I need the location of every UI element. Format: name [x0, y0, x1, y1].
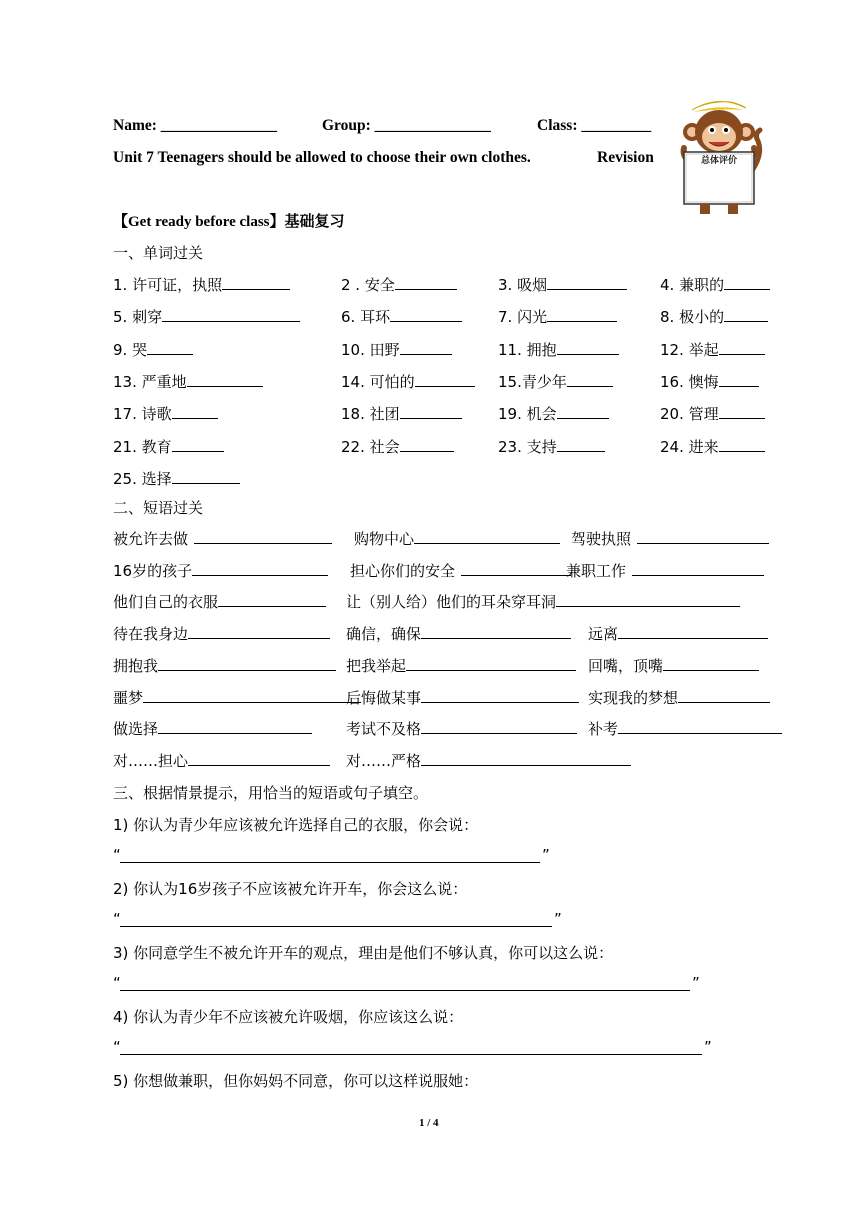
vocab-item [113, 371, 263, 392]
vocab-label: 3. 吸烟 [498, 276, 548, 294]
phrase-label: 远离 [588, 625, 619, 644]
vocab-item [113, 403, 218, 424]
phrase-label: 拥抱我 [113, 656, 159, 675]
phrase-label: 补考 [588, 720, 619, 739]
phrase-label: 确信，确保 [346, 625, 422, 644]
phrase-label: 噩梦 [113, 688, 144, 707]
open-quote: “ [113, 1038, 121, 1056]
vocab-item [341, 436, 454, 457]
section-heading: 【Get ready before class】基础复习 [113, 214, 345, 230]
answer-blank[interactable] [556, 592, 740, 607]
open-quote: “ [113, 846, 121, 864]
answer-blank[interactable] [400, 340, 452, 355]
answer-blank[interactable] [547, 275, 627, 290]
group-field[interactable]: Group: _______________ [322, 117, 491, 134]
answer-blank[interactable] [172, 404, 218, 419]
answer-blank[interactable] [719, 340, 765, 355]
vocab-item [113, 306, 300, 327]
phrase-item [588, 718, 782, 739]
phrase-item [113, 687, 361, 708]
phrase-label: 让（别人给）他们的耳朵穿耳洞 [346, 593, 557, 612]
answer-blank[interactable] [719, 372, 759, 387]
answer-blank[interactable] [222, 275, 290, 290]
answer-blank[interactable] [724, 275, 770, 290]
answer-blank[interactable] [400, 404, 462, 419]
vocab-item [660, 306, 768, 327]
vocab-label: 19. 机会 [498, 405, 557, 424]
vocab-item [113, 436, 224, 457]
answer-blank[interactable] [414, 529, 560, 544]
answer-blank[interactable] [557, 340, 619, 355]
situation-prompt: 4) 你认为青少年不应该被允许吸烟，你应该这么说： [113, 1008, 464, 1026]
answer-blank[interactable] [194, 529, 332, 544]
answer-blank[interactable] [557, 437, 605, 452]
vocab-label: 5. 刺穿 [113, 308, 163, 327]
vocab-item [498, 403, 609, 424]
vocab-label: 24. 进来 [660, 437, 719, 456]
vocab-item [113, 339, 193, 360]
phrase-label: 考试不及格 [346, 720, 422, 739]
phrase-item [588, 623, 768, 644]
phrase-item [346, 687, 579, 708]
vocab-label: 6. 耳环 [341, 308, 391, 327]
revision-label: Revision [597, 149, 654, 166]
phrase-item [346, 655, 576, 676]
vocab-label: 2 . 安全 [341, 276, 395, 294]
answer-blank[interactable] [158, 656, 336, 671]
vocab-item [660, 371, 759, 392]
vocab-label: 8. 极小的 [660, 308, 725, 327]
close-quote: ” [542, 846, 550, 864]
phrase-item [113, 655, 336, 676]
phrase-item [113, 591, 326, 612]
phrase-item [113, 623, 330, 644]
answer-blank[interactable] [406, 656, 576, 671]
vocab-label: 11. 拥抱 [498, 340, 557, 359]
page-number: 1 / 4 [419, 1117, 439, 1129]
answer-blank[interactable] [395, 275, 457, 290]
answer-blank[interactable] [218, 592, 326, 607]
vocab-label: 10. 田野 [341, 340, 400, 359]
phrase-item [346, 591, 740, 612]
phrase-label: 16岁的孩子 [113, 561, 193, 580]
phrase-item [113, 750, 330, 771]
vocab-item [341, 274, 457, 295]
phrase-item [346, 623, 571, 644]
phrase-item [346, 750, 631, 771]
situation-prompt: 3) 你同意学生不被允许开车的观点，理由是他们不够认真，你可以这么说： [113, 944, 614, 962]
close-quote: ” [554, 910, 562, 928]
answer-blank[interactable] [421, 719, 577, 734]
phrase-label: 兼职工作 [566, 561, 627, 580]
phrase-item [350, 560, 571, 581]
vocab-item [341, 403, 462, 424]
vocab-label: 17. 诗歌 [113, 405, 172, 424]
answer-blank[interactable] [557, 404, 609, 419]
answer-blank[interactable] [143, 688, 361, 703]
vocab-label: 25. 选择 [113, 469, 172, 488]
vocab-item [498, 371, 613, 392]
answer-blank[interactable] [147, 340, 193, 355]
answer-blank[interactable] [188, 751, 330, 766]
answer-blank[interactable] [421, 751, 631, 766]
answer-blank[interactable] [547, 307, 617, 322]
vocab-label: 20. 管理 [660, 405, 719, 424]
phrase-label: 他们自己的衣服 [113, 593, 219, 612]
vocab-label: 22. 社会 [341, 437, 400, 456]
answer-blank[interactable] [618, 624, 768, 639]
vocab-label: 21. 教育 [113, 437, 172, 456]
answer-blank[interactable] [162, 307, 300, 322]
answer-line[interactable] [120, 862, 540, 863]
phrase-label: 驾驶执照 [571, 530, 632, 548]
phrase-label: 实现我的梦想 [588, 688, 679, 707]
phrase-item [566, 560, 764, 581]
phrase-label: 把我举起 [346, 656, 407, 675]
phrase-label: 做选择 [113, 720, 159, 739]
answer-blank[interactable] [158, 719, 312, 734]
answer-blank[interactable] [415, 372, 475, 387]
answer-blank[interactable] [719, 437, 765, 452]
vocab-item [341, 339, 452, 360]
phrase-item [113, 560, 328, 581]
phrase-item [346, 718, 577, 739]
part2-title: 二、短语过关 [113, 499, 204, 517]
answer-blank[interactable] [663, 656, 759, 671]
answer-blank[interactable] [719, 404, 765, 419]
situation-prompt: 2) 你认为16岁孩子不应该被允许开车，你会这么说： [113, 880, 468, 898]
vocab-label: 12. 举起 [660, 340, 719, 359]
vocab-label: 16. 懊悔 [660, 372, 719, 391]
vocab-label: 1. 许可证，执照 [113, 276, 223, 294]
answer-blank[interactable] [461, 561, 571, 576]
vocab-label: 9. 哭 [113, 340, 148, 359]
unit-title: Unit 7 Teenagers should be allowed to choose their own clothes. [113, 149, 531, 166]
answer-blank[interactable] [187, 372, 263, 387]
vocab-item [660, 274, 770, 295]
answer-blank[interactable] [421, 624, 571, 639]
answer-blank[interactable] [724, 307, 768, 322]
vocab-item [660, 403, 765, 424]
vocab-label: 18. 社团 [341, 405, 400, 424]
close-quote: ” [692, 974, 700, 992]
vocab-item [113, 274, 290, 295]
phrase-label: 被允许去做 [113, 530, 189, 548]
class-field[interactable]: Class: _________ [537, 117, 652, 134]
situation-prompt: 5) 你想做兼职，但你妈妈不同意，你可以这样说服她： [113, 1072, 479, 1090]
phrase-label: 对……担心 [113, 751, 189, 770]
part1-title: 一、单词过关 [113, 244, 204, 262]
phrase-item [113, 718, 312, 739]
name-field[interactable]: Name: _______________ [113, 117, 278, 134]
open-quote: “ [113, 910, 121, 928]
answer-blank[interactable] [637, 529, 769, 544]
vocab-item [498, 436, 605, 457]
answer-blank[interactable] [192, 561, 328, 576]
answer-blank[interactable] [172, 469, 240, 484]
phrase-item [354, 528, 560, 549]
phrase-item [588, 655, 759, 676]
answer-line[interactable] [120, 926, 552, 927]
answer-blank[interactable] [400, 437, 454, 452]
badge-text: 总体评价 [700, 156, 738, 166]
phrase-label: 对……严格 [346, 751, 422, 770]
phrase-item [588, 687, 770, 708]
vocab-label: 23. 支持 [498, 437, 557, 456]
vocab-item [498, 306, 617, 327]
answer-blank[interactable] [632, 561, 764, 576]
vocab-label: 15.青少年 [498, 372, 567, 391]
vocab-label: 4. 兼职的 [660, 276, 725, 294]
vocab-item [498, 339, 619, 360]
monkey-badge-image [664, 96, 774, 216]
phrase-label: 待在我身边 [113, 625, 189, 644]
phrase-item [113, 528, 332, 549]
phrase-label: 后悔做某事 [346, 688, 422, 707]
answer-blank[interactable] [618, 719, 782, 734]
vocab-item [341, 306, 462, 327]
vocab-item [498, 274, 627, 295]
answer-blank[interactable] [188, 624, 330, 639]
vocab-item [660, 339, 765, 360]
open-quote: “ [113, 974, 121, 992]
vocab-label: 13. 严重地 [113, 372, 187, 391]
answer-blank[interactable] [172, 437, 224, 452]
vocab-item [113, 468, 240, 489]
answer-blank[interactable] [567, 372, 613, 387]
phrase-label: 购物中心 [354, 530, 415, 548]
situation-prompt: 1) 你认为青少年应该被允许选择自己的衣服，你会说： [113, 816, 479, 834]
vocab-label: 14. 可怕的 [341, 372, 415, 391]
phrase-item [571, 528, 769, 549]
answer-blank[interactable] [421, 688, 579, 703]
phrase-label: 回嘴，顶嘴 [588, 656, 664, 675]
part3-title: 三、根据情景提示，用恰当的短语或句子填空。 [113, 784, 429, 802]
vocab-item [341, 371, 475, 392]
close-quote: ” [704, 1038, 712, 1056]
answer-blank[interactable] [678, 688, 770, 703]
answer-line[interactable] [120, 990, 690, 991]
vocab-label: 7. 闪光 [498, 308, 548, 327]
phrase-label: 担心你们的安全 [350, 561, 456, 580]
vocab-item [660, 436, 765, 457]
answer-line[interactable] [120, 1054, 702, 1055]
answer-blank[interactable] [390, 307, 462, 322]
